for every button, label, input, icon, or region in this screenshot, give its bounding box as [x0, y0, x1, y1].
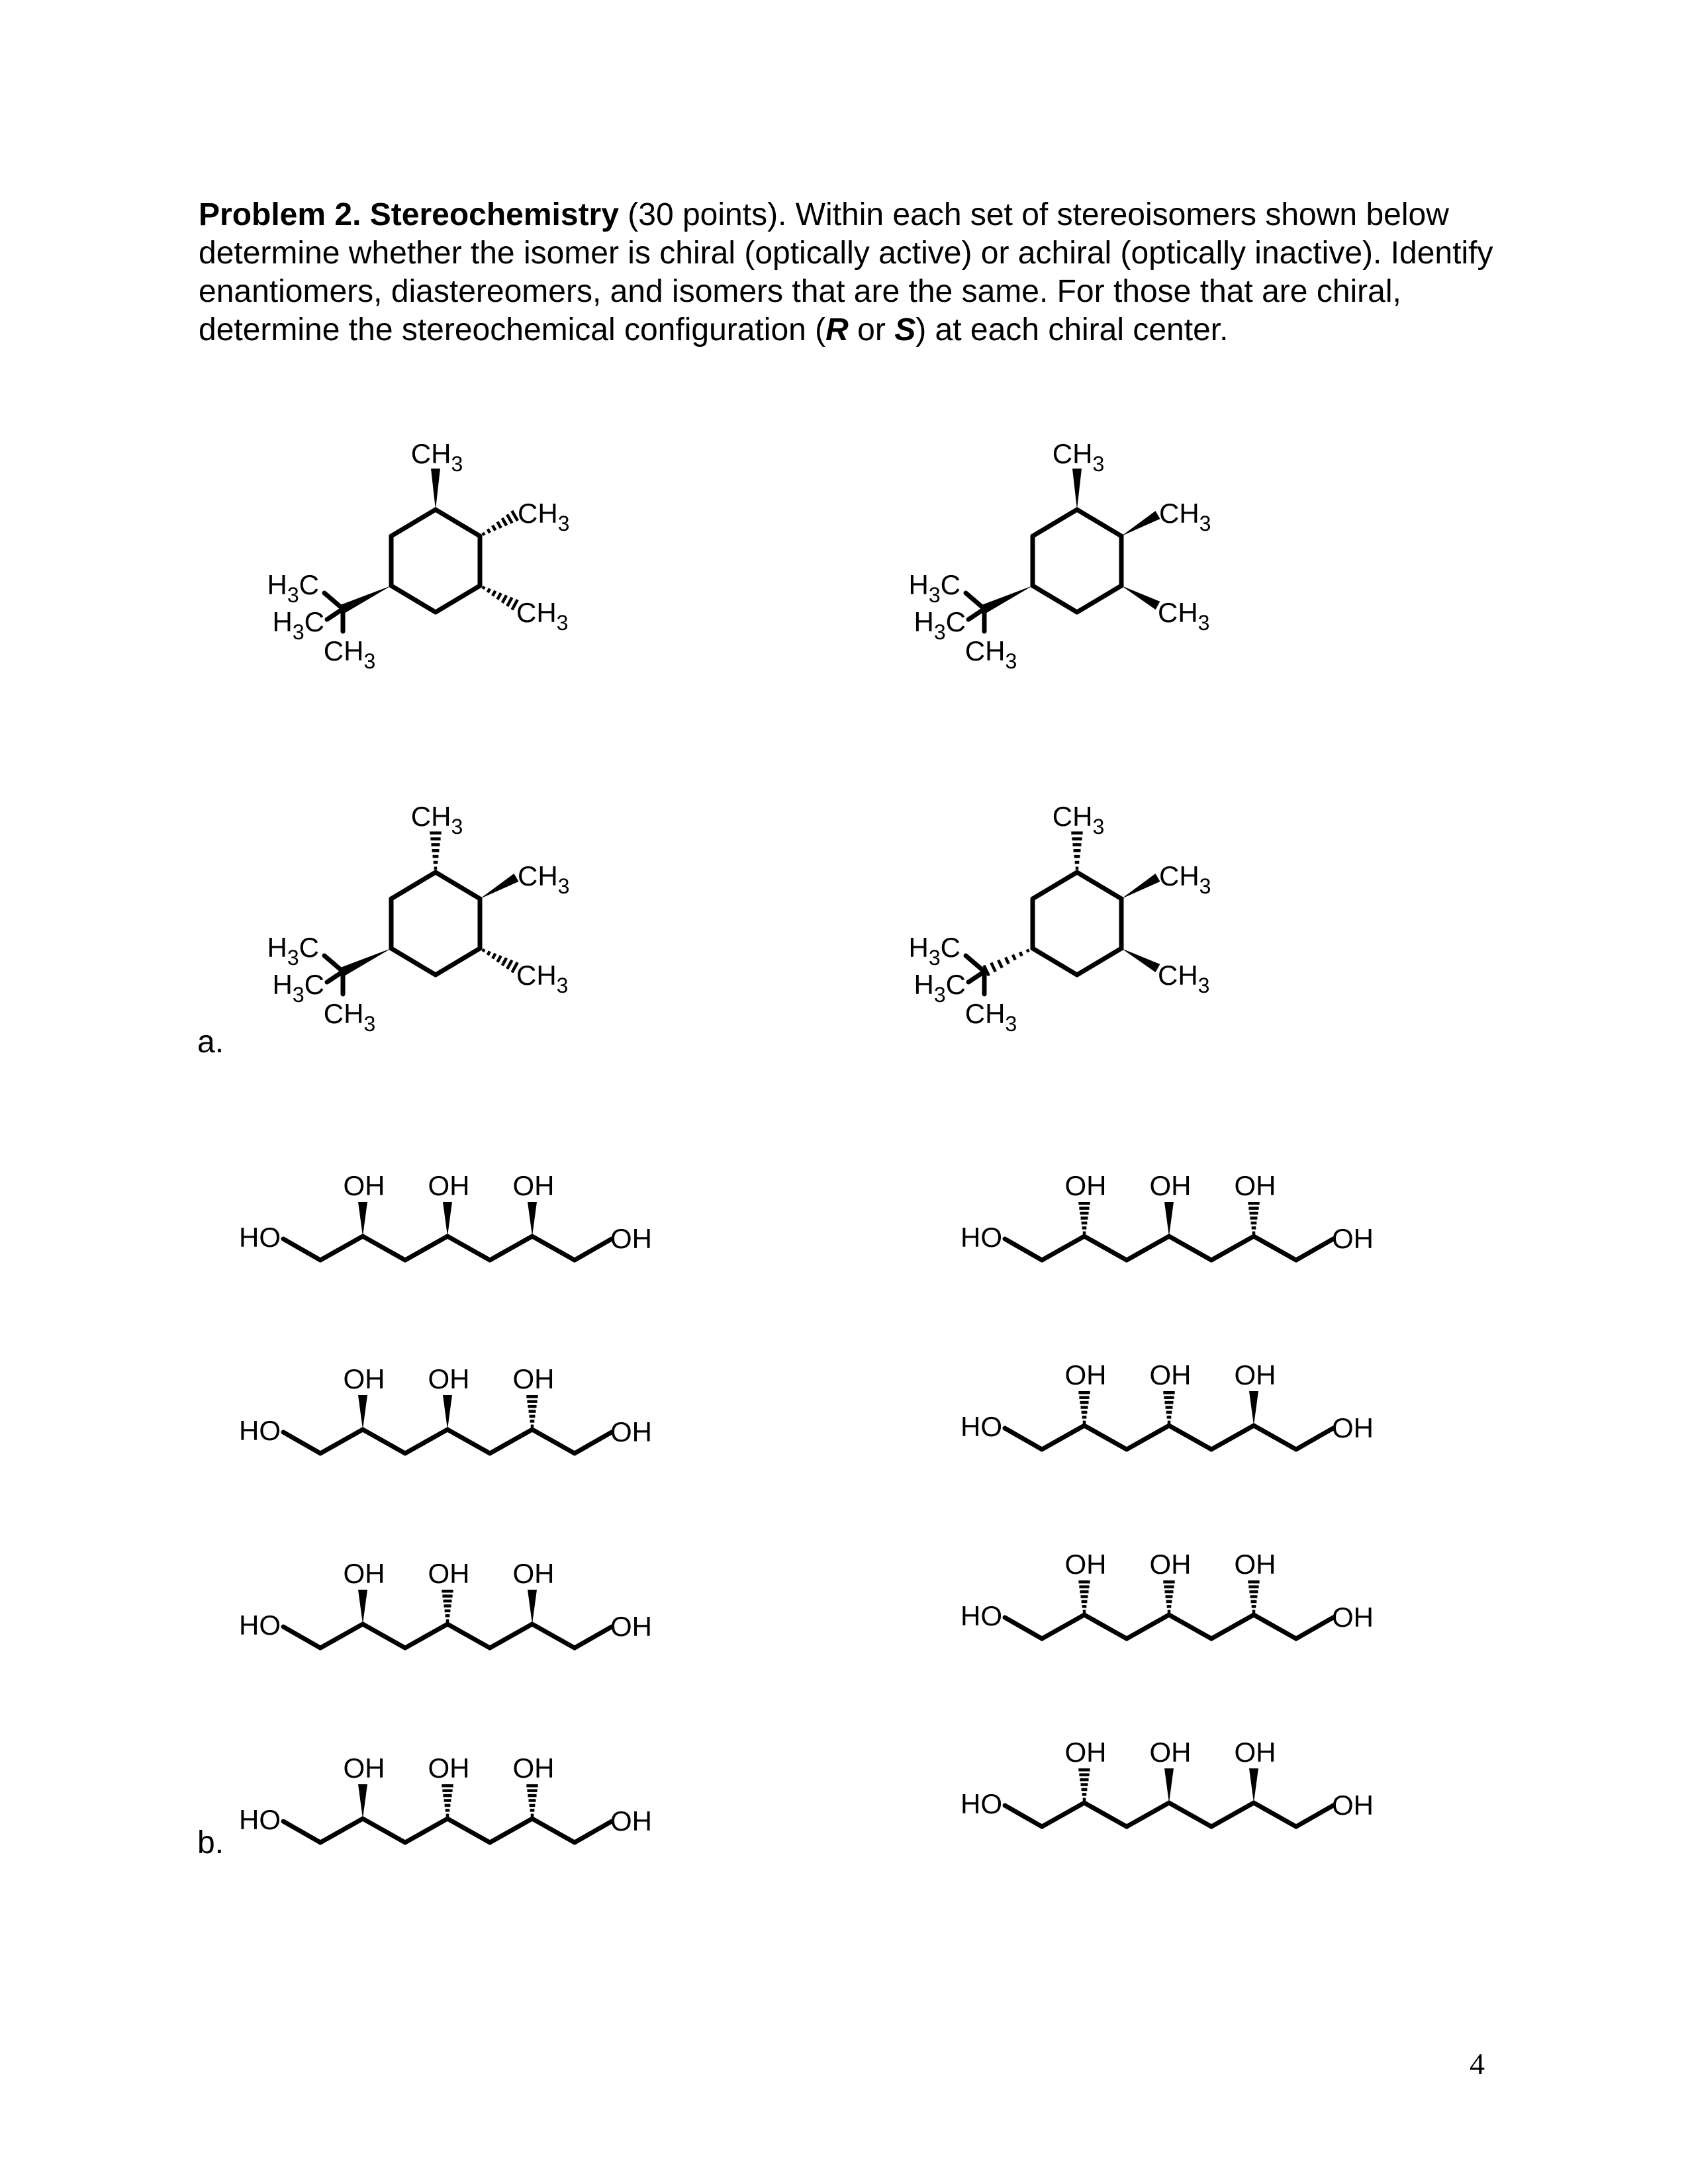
tert-butyl-bond [968, 972, 984, 982]
hydroxyl-hash-bond [1163, 1582, 1174, 1612]
chain-bond [1084, 1803, 1127, 1827]
oh-label: OH [343, 1752, 385, 1784]
hydroxyl-hash-bond [1248, 1582, 1259, 1612]
h3c-label: $H_3C$ [908, 569, 961, 607]
ch3-label: $CH_3$ [410, 801, 463, 839]
methyl-hash-bond [1071, 833, 1082, 868]
oh-label: OH [428, 1170, 470, 1201]
h3c-label: $H_3C$ [272, 606, 324, 644]
oh-label: OH [1234, 1737, 1276, 1768]
h3c-label: $H_3C$ [908, 932, 961, 970]
ho-label: HO [961, 1788, 1002, 1819]
oh-label: OH [610, 1805, 652, 1837]
pentol-structure-8 [961, 1737, 1374, 1827]
oh-label: OH [343, 1170, 385, 1201]
methyl-wedge-bond [1121, 948, 1160, 972]
methyl-wedge-bond [1121, 874, 1160, 899]
oh-label: OH [512, 1558, 555, 1589]
oh-label: OH [1234, 1549, 1276, 1580]
ho-label: HO [961, 1600, 1002, 1631]
hydroxyl-wedge-bond [358, 1784, 367, 1819]
problem-points: (30 points). [628, 197, 787, 232]
oh-label: OH [1234, 1170, 1276, 1201]
hydroxyl-hash-bond [1078, 1770, 1090, 1799]
cyclohexane-structure-4 [909, 801, 1211, 1036]
methyl-wedge-bond [480, 874, 519, 899]
oh-label: OH [1332, 1602, 1374, 1633]
tert-butyl-bond [966, 593, 984, 609]
hydroxyl-wedge-bond [443, 1202, 452, 1236]
chain-bond [1169, 1803, 1211, 1827]
ring-bond [1077, 872, 1121, 899]
tert-butyl-bond [324, 956, 343, 972]
oh-label: OH [428, 1752, 470, 1784]
ring-bond [436, 586, 480, 612]
chain-bond [1005, 1805, 1042, 1827]
hydroxyl-wedge-bond [358, 1202, 367, 1236]
ring-bond [436, 948, 480, 975]
tert-butyl-bond [324, 593, 343, 609]
pentol-structure-1 [239, 1170, 652, 1260]
tert-butyl-bond [966, 956, 984, 972]
chain-bond [490, 1236, 532, 1260]
chain-bond [1169, 1426, 1211, 1449]
ch3-label: $CH_3$ [518, 860, 570, 898]
chain-bond [1042, 1426, 1084, 1449]
chain-bond [363, 1624, 405, 1648]
chain-bond [1127, 1615, 1169, 1639]
pentol-structure-5 [961, 1170, 1374, 1260]
chain-bond [283, 1821, 320, 1843]
hydroxyl-hash-bond [526, 1786, 538, 1815]
chain-bond [1296, 1239, 1333, 1260]
oh-label: OH [1149, 1549, 1192, 1580]
hydroxyl-hash-bond [1078, 1392, 1090, 1422]
chain-bond [320, 1236, 363, 1260]
tert-butyl-bond [968, 609, 984, 619]
oh-label: OH [512, 1363, 555, 1394]
tert-butyl-wedge-bond [982, 586, 1033, 613]
chain-bond [490, 1430, 532, 1453]
chain-bond [532, 1236, 575, 1260]
hydroxyl-hash-bond [1163, 1392, 1174, 1422]
page-number: 4 [1470, 2047, 1485, 2081]
hydroxyl-wedge-bond [358, 1395, 367, 1430]
chain-bond [320, 1624, 363, 1648]
chain-bond [405, 1236, 447, 1260]
cyclohexane-structure-3 [267, 801, 570, 1036]
methyl-wedge-bond [1121, 586, 1160, 610]
hydroxyl-wedge-bond [1164, 1768, 1174, 1803]
oh-label: OH [1149, 1359, 1192, 1390]
oh-label: OH [610, 1416, 652, 1447]
oh-label: OH [610, 1223, 652, 1254]
chain-bond [320, 1430, 363, 1453]
ch3-label: $CH_3$ [1159, 498, 1211, 535]
chain-bond [1127, 1803, 1169, 1827]
chain-bond [283, 1627, 320, 1648]
chain-bond [1211, 1426, 1254, 1449]
chain-bond [490, 1819, 532, 1843]
chain-bond [1296, 1805, 1333, 1827]
ring-bond [1033, 872, 1077, 899]
oh-label: OH [512, 1170, 555, 1201]
part-b-label: b. [197, 1825, 224, 1860]
ho-label: HO [239, 1222, 281, 1253]
chain-bond [283, 1432, 320, 1453]
tert-butyl-bond [327, 972, 343, 982]
hydroxyl-wedge-bond [1249, 1768, 1258, 1803]
ch3-label: $CH_3$ [516, 597, 569, 635]
oh-label: OH [343, 1363, 385, 1394]
chain-bond [447, 1819, 490, 1843]
oh-label: OH [1064, 1170, 1107, 1201]
oh-label: OH [1332, 1223, 1374, 1254]
oh-label: OH [610, 1611, 652, 1642]
oh-label: OH [512, 1752, 555, 1784]
chain-bond [363, 1430, 405, 1453]
chain-bond [575, 1627, 612, 1648]
hydroxyl-wedge-bond [1249, 1391, 1258, 1426]
chain-bond [1254, 1615, 1296, 1639]
ch3-label: $CH_3$ [1052, 801, 1105, 839]
chain-bond [1169, 1615, 1211, 1639]
methyl-hash-bond [430, 833, 441, 868]
h3c-label: $H_3C$ [267, 932, 319, 970]
chain-bond [1042, 1615, 1084, 1639]
chain-bond [1084, 1426, 1127, 1449]
oh-label: OH [1064, 1359, 1107, 1390]
chain-bond [1211, 1236, 1254, 1260]
methyl-wedge-bond [1072, 469, 1082, 510]
methyl-hash-bond [483, 586, 517, 610]
chain-bond [1211, 1803, 1254, 1827]
hydroxyl-wedge-bond [1164, 1202, 1174, 1236]
chain-bond [1127, 1426, 1169, 1449]
chain-bond [1254, 1803, 1296, 1827]
oh-label: OH [1332, 1790, 1374, 1821]
ring-bond [1077, 948, 1121, 975]
chain-bond [1296, 1617, 1333, 1639]
oh-label: OH [1332, 1412, 1374, 1443]
ring-bond [391, 510, 436, 536]
tert-butyl-wedge-bond [341, 948, 391, 976]
chain-bond [447, 1236, 490, 1260]
ch3-label: $CH_3$ [1158, 960, 1210, 997]
chain-bond [490, 1624, 532, 1648]
chain-bond [575, 1239, 612, 1260]
ch3-label: $CH_3$ [323, 998, 376, 1036]
h3c-label: $H_3C$ [914, 606, 966, 644]
ring-bond [391, 586, 436, 612]
oh-label: OH [1149, 1737, 1192, 1768]
ring-bond [436, 872, 480, 899]
tert-butyl-hash-bond [984, 949, 1028, 976]
ho-label: HO [961, 1411, 1002, 1442]
ho-label: HO [239, 1610, 281, 1641]
chain-bond [1005, 1617, 1042, 1639]
or-word: or [848, 312, 895, 347]
pentol-structure-7 [961, 1549, 1374, 1639]
r-config: R [825, 312, 849, 347]
methyl-hash-bond [483, 511, 518, 535]
oh-label: OH [1149, 1170, 1192, 1201]
ring-bond [1033, 510, 1077, 536]
hydroxyl-wedge-bond [358, 1590, 367, 1624]
ring-bond [1033, 586, 1077, 612]
hydroxyl-hash-bond [526, 1396, 538, 1426]
chain-bond [405, 1624, 447, 1648]
chain-bond [532, 1430, 575, 1453]
oh-label: OH [428, 1558, 470, 1589]
chain-bond [1127, 1236, 1169, 1260]
chain-bond [532, 1624, 575, 1648]
hydroxyl-wedge-bond [528, 1590, 537, 1624]
ring-bond [391, 948, 436, 975]
h3c-label: $H_3C$ [267, 569, 319, 607]
chain-bond [283, 1239, 320, 1260]
ho-label: HO [239, 1415, 281, 1446]
hydroxyl-wedge-bond [528, 1202, 537, 1236]
chain-bond [320, 1819, 363, 1843]
chain-bond [1169, 1236, 1211, 1260]
ch3-label: $CH_3$ [518, 498, 570, 535]
chain-bond [1254, 1236, 1296, 1260]
chain-bond [1005, 1428, 1042, 1449]
chain-bond [1042, 1236, 1084, 1260]
ho-label: HO [239, 1804, 281, 1835]
hydroxyl-wedge-bond [443, 1395, 452, 1430]
ch3-label: $CH_3$ [964, 635, 1017, 673]
tert-butyl-wedge-bond [341, 586, 391, 613]
problem-text-end: ) at each chiral center. [915, 312, 1229, 347]
ch3-label: $CH_3$ [516, 960, 569, 997]
tert-butyl-bond [327, 609, 343, 619]
s-config: S [894, 312, 916, 347]
chain-bond [447, 1430, 490, 1453]
methyl-hash-bond [483, 949, 517, 972]
hydroxyl-hash-bond [1248, 1203, 1259, 1233]
hydroxyl-hash-bond [1078, 1582, 1090, 1612]
oh-label: OH [343, 1558, 385, 1589]
pentol-structure-4 [239, 1752, 652, 1843]
oh-label: OH [1064, 1549, 1107, 1580]
ch3-label: $CH_3$ [1158, 597, 1210, 635]
problem-text: Within each set of stereoisomers shown below determine whether the isomer is chiral (optically active) or achiral (optically inactive). Identify enantiomers, diastereomers, and isomers that are the same. For those that are chiral, determine the stereochemical configuration ( [199, 197, 1493, 347]
ring-bond [436, 510, 480, 536]
chain-bond [1084, 1615, 1127, 1639]
pentol-structure-6 [961, 1359, 1374, 1449]
chain-bond [405, 1430, 447, 1453]
cyclohexane-structure-2 [909, 438, 1211, 673]
ring-bond [1077, 586, 1121, 612]
hydroxyl-hash-bond [442, 1591, 453, 1621]
part-a-label: a. [197, 1024, 224, 1060]
h3c-label: $H_3C$ [272, 969, 324, 1007]
chain-bond [1296, 1428, 1333, 1449]
chain-bond [1005, 1239, 1042, 1260]
ring-bond [1077, 510, 1121, 536]
ch3-label: $CH_3$ [1052, 438, 1105, 476]
chain-bond [575, 1432, 612, 1453]
chain-bond [532, 1819, 575, 1843]
hydroxyl-hash-bond [442, 1786, 453, 1815]
chain-bond [1042, 1803, 1084, 1827]
chain-bond [363, 1236, 405, 1260]
h3c-label: $H_3C$ [914, 969, 966, 1007]
chain-bond [363, 1819, 405, 1843]
chain-bond [405, 1819, 447, 1843]
pentol-structure-3 [239, 1558, 652, 1648]
ring-bond [391, 872, 436, 899]
cyclohexane-structure-1 [267, 438, 570, 673]
chain-bond [1254, 1426, 1296, 1449]
chain-bond [447, 1624, 490, 1648]
hydroxyl-hash-bond [1078, 1203, 1090, 1233]
ch3-label: $CH_3$ [964, 998, 1017, 1036]
ch3-label: $CH_3$ [410, 438, 463, 476]
chain-bond [1084, 1236, 1127, 1260]
chain-bond [575, 1821, 612, 1843]
methyl-wedge-bond [431, 469, 440, 510]
ho-label: HO [961, 1222, 1002, 1253]
oh-label: OH [1234, 1359, 1276, 1390]
chain-bond [1211, 1615, 1254, 1639]
oh-label: OH [428, 1363, 470, 1394]
pentol-structure-2 [239, 1363, 652, 1453]
methyl-wedge-bond [1121, 511, 1160, 536]
oh-label: OH [1064, 1737, 1107, 1768]
ring-bond [1033, 948, 1077, 975]
ch3-label: $CH_3$ [1159, 860, 1211, 898]
ch3-label: $CH_3$ [323, 635, 376, 673]
problem-label: Problem 2. Stereochemistry [199, 197, 619, 232]
